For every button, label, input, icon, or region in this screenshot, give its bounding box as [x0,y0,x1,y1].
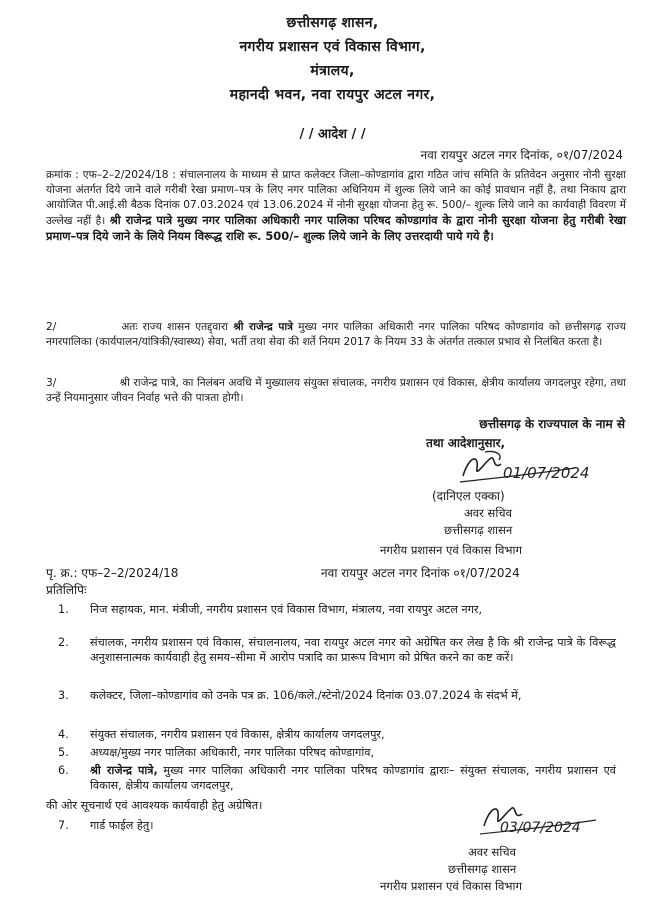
order-paragraph-1 [46,168,626,245]
order-paragraph-3 [46,376,626,406]
as-ordered-line: तथा आदेशानुसार, [426,436,506,450]
signature-date: 03/07/2024 [500,820,581,836]
state-name: छत्तीसगढ़ शासन [444,523,513,537]
list-item-text: कलेक्टर, जिला–कोण्डागांव को उनके पत्र क्र. 106/कले./स्टेनो/2024 दिनांक 03.07.2024 के संदर्भ में, [90,689,522,702]
order-paragraph-2-text-b: मुख्य नगर पालिका अधिकारी नगर पालिका परिषद कोण्डागांव को छत्तीसगढ़ राज्य नगरपालिका (कार्यपालन/यांत्रिकी/स्वास्थ्य) सेवा, भर्ती तथा सेवा की शर्ते नियम 2017 के नियम 33 के अंतर्गत तत्काल प्रभाव से निलंबित करता है। [46,321,626,348]
state-name: छत्तीसगढ़ शासन [448,862,517,876]
list-item-number: 3. [58,689,69,702]
list-item [46,635,616,665]
governor-name-line: छत्तीसगढ़ के राज्यपाल के नाम से [479,417,625,431]
officer-name-bold: श्री राजेन्द्र पात्रे [233,321,293,333]
list-item-text-rest: मुख्य नगर पालिका अधिकारी नगर पालिका परिषद कोण्डागांव द्वाराः– संयुक्त संचालक, नगरीय प्रशासन एवं विकास, क्षेत्रीय कार्यालय जगदलपुर, [90,764,616,792]
order-paragraph-3-text: श्री राजेन्द्र पात्रे, का निलंबन अवधि में मुख्यालय संयुक्त संचालक, नगरीय प्रशासन एवं विकास, क्षेत्रीय कार्यालय जगदलपुर रहेगा, तथा उन्हें नियमानुसार जीवन निर्वाह भत्ते की पात्रता होगी। [46,377,626,404]
paragraph-number: 2/ [46,321,57,333]
order-paragraph-2 [46,320,626,350]
officer-name: (दानिएल एक्का) [432,489,505,503]
list-item-number: 7. [58,819,69,832]
list-item [46,688,616,703]
order-title: / / आदेश / / [299,127,366,142]
signature-date: 01/07/2024 [503,464,590,482]
list-item-number: 4. [58,728,69,741]
list-item-number: 1. [58,603,69,616]
department-name: नगरीय प्रशासन एवं विकास विभाग [380,879,522,893]
header-government: छत्तीसगढ़ शासन, [286,15,379,31]
endorsement-reference: पृ. क्र.: एफ–2–2/2024/18 [46,566,179,580]
order-date: नवा रायपुर अटल नगर दिनांक, ०१/07/2024 [420,148,623,162]
header-address: महानदी भवन, नवा रायपुर अटल नगर, [229,87,436,103]
list-item-text: गार्ड फाईल हेतु। [90,819,154,832]
list-item [46,602,616,617]
endorsement-line [46,566,616,581]
list-item-text: संयुक्त संचालक, नगरीय प्रशासन एवं विकास, क्षेत्रीय कार्यालय जगदलपुर, [90,728,385,741]
order-paragraph-1-text: क्रमांक : एफ–2–2/2024/18 : संचालनालय के माध्यम से प्राप्त कलेक्टर जिला–कोण्डागांव द्वारा गठित जांच समिति के प्रतिवेदन अनुसार नोनी सुरक्षा योजना अंतर्गत दिये जाने वाले गरीबी रेखा प्रमाण–पत्र के लिए नगर पालिका अधिनियम में शुल्क लिये जाने का कोई प्रावधान नहीं है, तथा निकाय द्वारा आयोजित पी.आई.सी बैठक दिनांक 07.03.2024 एवं 13.06.2024 में नोनी सुरक्षा योजना हेतु रू. 500/– शुल्क लिये जाने का कार्यवाही विवरण में उल्लेख नहीं है। [46,169,626,227]
designation: अवर सचिव [468,845,516,859]
department-name: नगरीय प्रशासन एवं विकास विभाग [380,543,522,557]
list-item [46,763,616,793]
header-department: नगरीय प्रशासन एवं विकास विभाग, [239,39,426,55]
list-item-number: 2. [58,636,69,649]
designation: अवर सचिव [464,506,512,520]
list-item-number: 6. [58,764,69,777]
header-ministry: मंत्रालय, [310,63,355,79]
signature-image [478,800,608,840]
list-item [46,727,616,742]
list-item-text [90,763,616,793]
list-item-bold: श्री राजेन्द्र पात्रे, [90,764,158,777]
list-item [46,745,616,760]
order-paragraph-1-bold: श्री राजेन्द्र पात्रे मुख्य नगर पालिका अधिकारी नगर पालिका परिषद कोण्डागांव के द्वारा नोनी सुरक्षा योजना हेतु गरीबी रेखा प्रमाण–पत्र दिये जाने के लिये नियम विरूद्ध राशि रू. 500/– शुल्क लिये जाने के लिए उत्तरदायी पाये गये है। [46,213,626,243]
list-item-text: संचालक, नगरीय प्रशासन एवं विकास, संचालनालय, नवा रायपुर अटल नगर को अग्रेषित कर लेख है कि श्री राजेन्द्र पात्रे के विरूद्ध अनुशासनात्मक कार्यवाही हेतु समय–सीमा में आरोप पत्रादि का प्रारूप विभाग को प्रेषित करने का कष्ट करें। [90,636,616,664]
signature-image [455,448,595,488]
list-item-number: 5. [58,746,69,759]
list-item-text: निज सहायक, मान. मंत्रीजी, नगरीय प्रशासन एवं विकास विभाग, मंत्रालय, नवा रायपुर अटल नगर, [90,603,482,616]
order-paragraph-2-text-a: अतः राज्य शासन एतद्द्वारा [121,321,229,333]
forwarding-line: की ओर सूचनार्थ एवं आवश्यक कार्यवाही हेतु अग्रेषित। [46,799,263,812]
paragraph-number: 3/ [46,377,57,389]
list-item-text: अध्यक्ष/मुख्य नगर पालिका अधिकारी, नगर पालिका परिषद कोण्डागांव, [90,746,375,759]
endorsement-date: नवा रायपुर अटल नगर दिनांक ०१/07/2024 [321,566,520,580]
copy-to-title: प्रतिलिपिः [46,583,87,597]
